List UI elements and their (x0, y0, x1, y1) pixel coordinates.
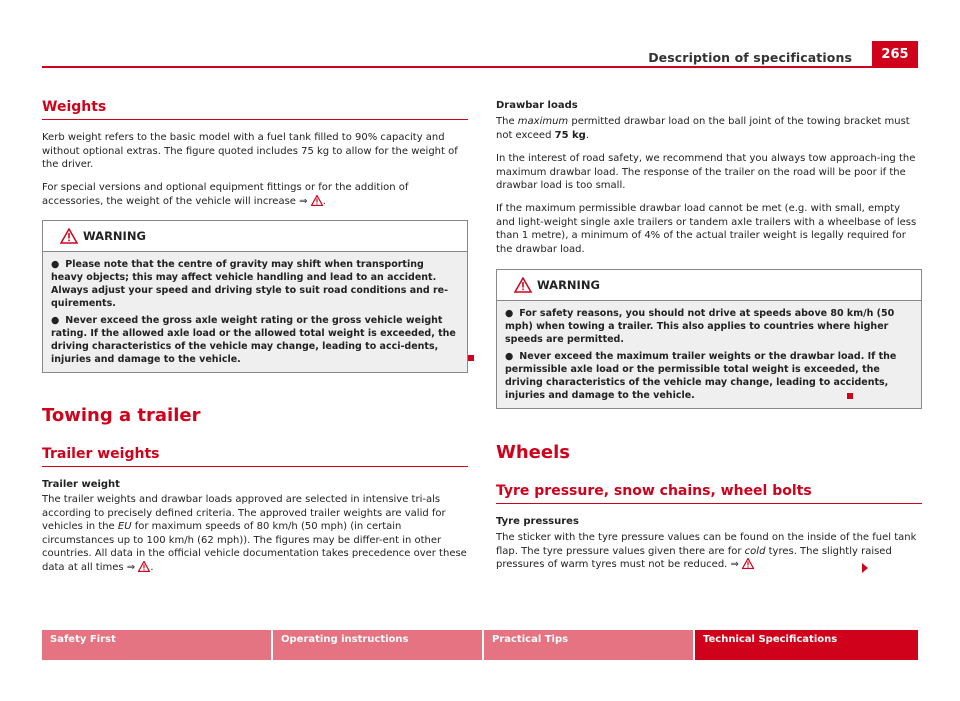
text-part: for maximum speeds of 80 km/h (50 mph) (in certain circumstances up to 100 km/h (62 mph)). The figures may be differ-ent in other countries. All data in the official vehicle documentation takes precedence over these data at all times ⇒ (42, 521, 467, 573)
warning-item-text: Never exceed the maximum trailer weights or the drawbar load. If the permissible axle load or the permissible total weight is exceeded, the driving characteristics of the vehicle may change, leading to accidents, injuries and damage to the vehicle. (505, 351, 897, 401)
footer-tab-technical-specifications[interactable]: Technical Specifications (695, 630, 918, 660)
page-number: 265 (872, 41, 918, 66)
warning-triangle-icon (60, 228, 78, 244)
chapter-heading-towing: Towing a trailer (42, 405, 201, 426)
drawbar-paragraph-1: The maximum permitted drawbar load on the ball joint of the towing bracket must not exceed 75 kg. (496, 116, 910, 141)
warning-body (497, 301, 921, 408)
warning-body (43, 252, 467, 372)
warning-box-weights (42, 220, 468, 373)
text-emphasis: cold (744, 545, 766, 557)
text-strong: 75 kg (554, 129, 586, 141)
footer-tab-operating-instructions[interactable]: Operating instructions (273, 630, 482, 660)
section-heading-weights: Weights (42, 99, 468, 120)
end-square-icon (847, 393, 853, 399)
warning-label: WARNING (537, 278, 600, 292)
chapter-heading-wheels: Wheels (496, 442, 570, 463)
text-part: The (496, 116, 518, 127)
text-part: tyres. The slightly raised pressures of warm tyres must not be reduced. ⇒ (496, 545, 892, 570)
warning-header (497, 270, 921, 301)
warning-item-text: Please note that the centre of gravity may shift when transporting heavy objects; this may affect vehicle handling and lead to an accident. Always adjust your speed and driving style to suit road conditions and re-quirements. (51, 259, 449, 309)
trailer-weight-paragraph: The trailer weights and drawbar loads approved are selected in intensive tri-als according to precisely defined criteria. The approved trailer weights are valid for vehicles in the EU for maximum speeds of 80 km/h (50 mph) (in certain circumstances up to 100 km/h (62 mph)). The figures may be differ-ent in other countries. All data in the official vehicle documentation takes precedence over these data at all times ⇒ . (42, 494, 467, 573)
warning-label: WARNING (83, 229, 146, 243)
weights-paragraph-1: Kerb weight refers to the basic model with a fuel tank filled to 90% capacity and without optional extras. The figure quoted includes 75 kg to allow for the weight of the driver. (42, 132, 458, 170)
drawbar-paragraph-2: In the interest of road safety, we recommend that you always tow approach-ing the maximum drawbar load. The response of the trailer on the road will be poor if the drawbar load is too small. (496, 153, 916, 191)
text-part: The sticker with the tyre pressure values can be found on the inside of the fuel tank flap. The tyre pressure values given there are for (496, 532, 917, 557)
text-part: The trailer weights and drawbar loads approved are selected in intensive tri-als according to precisely defined criteria. The approved trailer weights are valid for vehicles in the (42, 494, 446, 532)
warning-triangle-icon (742, 558, 754, 569)
running-header-title: Description of specifications (648, 50, 852, 65)
subheading-trailer-weight: Trailer weight (42, 479, 120, 490)
warning-triangle-icon (138, 561, 150, 572)
warning-item: ● Never exceed the maximum trailer weights or the drawbar load. If the permissible axle load or the permissible total weight is exceeded, the driving characteristics of the vehicle may change, leading to accidents, injuries and damage to the vehicle. (505, 351, 897, 401)
section-heading-trailer-weights: Trailer weights (42, 446, 468, 467)
end-square-icon (468, 355, 474, 361)
subheading-tyre-pressures: Tyre pressures (496, 516, 579, 527)
warning-triangle-icon (514, 277, 532, 293)
text-emphasis: EU (117, 521, 132, 532)
text-emphasis: maximum (517, 116, 569, 127)
warning-item: ● For safety reasons, you should not drive at speeds above 80 km/h (50 mph) when towing a trailer. This also applies to countries where higher speeds are permitted. (505, 308, 895, 345)
subheading-drawbar-loads: Drawbar loads (496, 100, 578, 111)
text-part: permitted drawbar load on the ball joint of the towing bracket must not exceed (496, 116, 910, 141)
section-heading-tyre-pressure: Tyre pressure, snow chains, wheel bolts (496, 483, 922, 504)
warning-item-text: Never exceed the gross axle weight rating or the gross vehicle weight rating. If the allowed axle load or the allowed total weight is exceeded, the driving characteristics of the vehicle may change, leading to acci-dents, injuries and damage to the vehicle. (51, 315, 456, 365)
warning-triangle-icon (311, 195, 323, 206)
warning-item-text: For safety reasons, you should not drive at speeds above 80 km/h (50 mph) when towing a trailer. This also applies to countries where higher speeds are permitted. (505, 308, 895, 345)
warning-box-trailer (496, 269, 922, 409)
tyre-paragraph (496, 531, 922, 572)
warning-item: ● Never exceed the gross axle weight rating or the gross vehicle weight rating. If the allowed axle load or the allowed total weight is exceeded, the driving characteristics of the vehicle may change, leading to acci-dents, injuries and damage to the vehicle. (51, 315, 456, 365)
footer-tab-practical-tips[interactable]: Practical Tips (484, 630, 693, 660)
header-rule (42, 66, 918, 68)
warning-header (43, 221, 467, 252)
footer-tab-safety-first[interactable]: Safety First (42, 630, 271, 660)
drawbar-paragraph-3: If the maximum permissible drawbar load cannot be met (e.g. with small, empty and light-weight single axle trailers or tandem axle trailers with a wheelbase of less than 1 metre), a minimum of 4% of the actual trailer weight is legally required for the drawbar load. (496, 203, 917, 255)
weights-paragraph-2: For special versions and optional equipment fittings or for the addition of accessories, the weight of the vehicle will increase ⇒ . (42, 182, 409, 207)
warning-item: ● Please note that the centre of gravity may shift when transporting heavy objects; this may affect vehicle handling and lead to an accident. Always adjust your speed and driving style to suit road conditions and re-quirements. (51, 259, 449, 309)
continue-arrow-icon (862, 563, 868, 573)
weights-paragraph-2-text: For special versions and optional equipment fittings or for the addition of accessories, the weight of the vehicle will increase ⇒ (42, 182, 409, 207)
